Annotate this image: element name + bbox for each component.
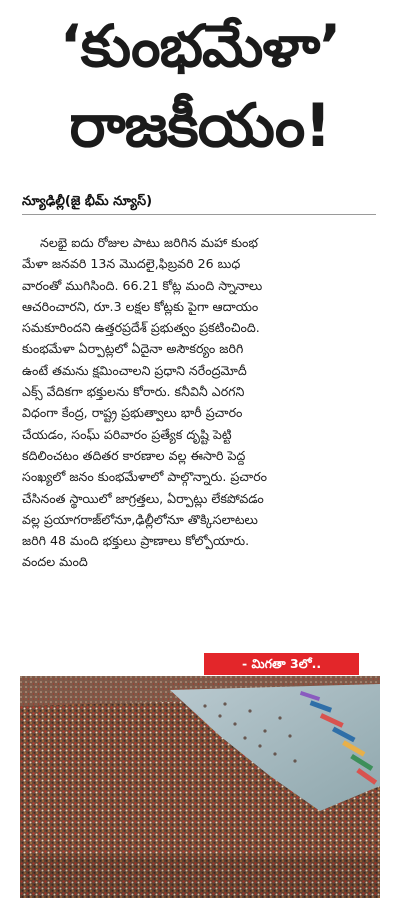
article-line: ఆచరించారని, రూ.3 లక్షల కోట్లకు పైగా ఆదాయం	[22, 298, 259, 314]
crowd-photo-illustration	[20, 676, 380, 898]
article-line: వారంతో ముగిసింది. 66.21 కోట్ల మంది స్నానాలు	[22, 277, 263, 293]
article-line: సమకూరిందని ఉత్తరప్రదేశ్ ప్రభుత్వం ప్రకటించింది.	[22, 320, 260, 336]
article-line: జరిగి 48 మంది భక్తులు ప్రాణాలు కోల్పోయారు.	[22, 533, 250, 549]
article-line: ఉంటే తమను క్షమించాలని ప్రధాని నరేంద్రమోదీ	[22, 362, 247, 378]
byline: న్యూఢిల్లీ(జై భీమ్ న్యూస్)	[22, 194, 153, 209]
article-line: కుంభమేళా ఏర్పాట్లలో ఏదైనా అసౌకర్యం జరిగి	[22, 341, 244, 357]
byline-divider	[22, 214, 376, 215]
article-body	[22, 232, 376, 573]
article-line: విధంగా కేంద్ర, రాష్ట్ర ప్రభుత్వాలు భారీ ప్రచారం	[22, 405, 243, 421]
article-line: ఎక్స్ వేదికగా భక్తులను కోరారు. కనీవినీ ఎరగని	[22, 384, 245, 400]
continued-on-page-badge: - మిగతా 3లో..	[204, 653, 359, 675]
article-line: సంఖ్యలో జనం కుంభమేళాలో పాల్గొన్నారు. ప్రచారం	[22, 469, 268, 485]
article-line: నలభై ఐదు రోజుల పాటు జరిగిన మహా కుంభ	[40, 235, 258, 250]
headline-line-2: రాజకీయం!	[69, 91, 331, 161]
article-line: చేయడం, సంఘ్ పరివారం ప్రత్యేక దృష్టి పెట్టి	[22, 426, 232, 442]
article-line: మేళా జనవరి 13న మొదలై,ఫిబ్రవరి 26 బుధ	[22, 256, 241, 272]
article-line: వందల మంది	[22, 554, 88, 570]
kumbh-mela-crowd-photo	[20, 676, 380, 898]
article-line: చేసినంత స్థాయిలో జాగ్రత్తలు, ఏర్పాట్లు లేకపోవడం	[22, 490, 264, 506]
article-line: వల్ల ప్రయాగరాజ్‌లోనూ,ఢిల్లీలోనూ తొక్కిసలాటలు	[22, 511, 258, 527]
headline-line-1: ‘కుంభమేళా’	[59, 12, 341, 80]
article-line: కదిలించటం తదితర కారణాల వల్ల ఈసారి పెద్ద	[22, 447, 246, 463]
